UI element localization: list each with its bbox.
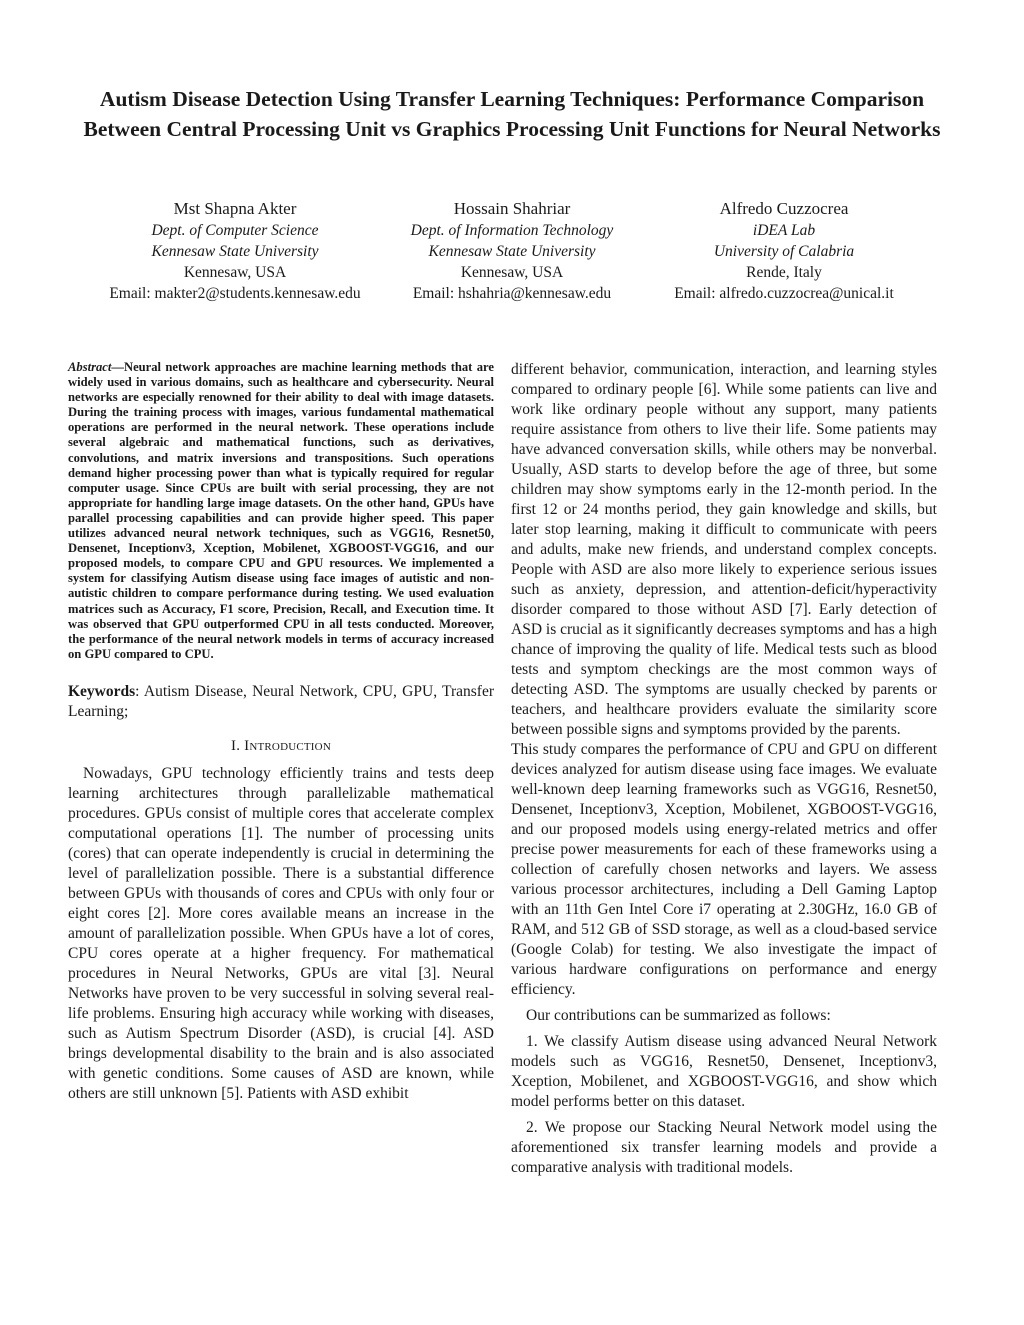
author-email: Email: makter2@students.kennesaw.edu bbox=[109, 285, 361, 302]
contribution-item: 2. We propose our Stacking Neural Network model using the aforementioned six transfer learning models and provide a comparative analysis with traditional models. bbox=[511, 1119, 937, 1176]
author-university: Kennesaw State University bbox=[428, 243, 596, 260]
section-number: I. bbox=[231, 737, 241, 754]
keywords-label: Keywords bbox=[68, 682, 136, 700]
right-column bbox=[511, 360, 937, 1178]
author-location: Kennesaw, USA bbox=[183, 264, 287, 281]
abstract-label: Abstract bbox=[68, 360, 112, 374]
author-email: Email: hshahria@kennesaw.edu bbox=[412, 285, 612, 302]
paper-title: Autism Disease Detection Using Transfer Learning Techniques: Performance Comparison Between Central Processing Unit vs Graphics Processing Unit Functions for Neural Networks bbox=[83, 87, 941, 141]
author-name: Alfredo Cuzzocrea bbox=[719, 199, 849, 218]
author-block bbox=[624, 197, 944, 304]
contribution-item: 1. We classify Autism disease using advanced Neural Network models such as VGG16, Resnet50, Densenet, Inceptionv3, Xception, Mobilenet, and XGBOOST-VGG16, and show which model performs better on this dataset. bbox=[511, 1033, 937, 1110]
introduction-paragraph-continued: different behavior, communication, interaction, and learning styles compared to ordinary people [6]. While some patients can live and work like ordinary people without any support, many patients require assistance from others to live their life. Some patients may have advanced conversation skills, while others may be nonverbal. Usually, ASD starts to develop before the age of three, but some children may show symptoms early in the 12-month period. In the first 12 or 24 months period, they gain knowledge and skills, but later stop learning, making it difficult to communicate with peers and adults, make new friends, and understand complex concepts. People with ASD are also more likely to experience serious issues such as anxiety, depression, and attention-deficit/hyperactivity disorder compared to those without ASD [7]. Early detection of ASD is crucial as it significantly decreases symptoms and has a high chance of improving the quality of life. Medical tests such as blood tests and symptom checkings are the most common ways of detecting ASD. The symptoms are usually checked by parents or teachers, and healthcare providers evaluate the similarity score between possible signs and symptoms provided by the parents. bbox=[511, 361, 937, 738]
introduction-paragraph: Nowadays, GPU technology efficiently trains and tests deep learning architectures through parallelizable mathematical procedures. GPUs consist of multiple cores that accelerate complex computational operations [1]. The number of processing units (cores) that can operate independently is crucial in determining the level of parallelization possible. There is a substantial difference between GPUs with thousands of cores and CPUs with only four or eight cores [2]. More cores available means an increase in the amount of parallelization possible. When GPUs have a lot of cores, CPU cores operate at a higher frequency. For mathematical procedures in Neural Networks, GPUs are vital [3]. Neural Networks have proven to be very successful in solving several real-life problems. Ensuring high accuracy while working with diseases, such as Autism Spectrum Disorder (ASD), is crucial [4]. ASD brings developmental disability to the brain and is also associated with genetic conditions. Some causes of ASD are known, while others are still unknown [5]. Patients with ASD exhibit bbox=[68, 764, 494, 1102]
left-column bbox=[68, 360, 494, 1104]
author-name: Hossain Shahriar bbox=[453, 199, 571, 218]
author-email: Email: alfredo.cuzzocrea@unical.it bbox=[674, 285, 894, 302]
author-department: iDEA Lab bbox=[752, 222, 816, 239]
author-department: Dept. of Computer Science bbox=[151, 222, 319, 239]
author-department: Dept. of Information Technology bbox=[410, 222, 614, 239]
abstract-text: —Neural network approaches are machine learning methods that are widely used in various domains, such as healthcare and cybersecurity. Neural networks are especially renowned for their ability to deal with image datasets. During the training process with images, various fundamental mathematical operations are performed in the neural network. These operations include several algebraic and mathematical functions, such as derivatives, convolutions, and matrix inversions and transpositions. Such operations demand higher processing power than what is typically required for regular computer usage. Since CPUs are built with serial processing, they are not appropriate for handling large image datasets. On the other hand, GPUs have parallel processing capabilities and can provide higher speed. This paper utilizes advanced neural network techniques, such as VGG16, Resnet50, Densenet, Inceptionv3, Xception, Mobilenet, XGBOOST-VGG16, and our proposed models, to compare CPU and GPU resources. We implemented a system for classifying Autism disease using face images of autistic and non-autistic children to compare performance during testing. We used evaluation matrices such as Accuracy, F1 score, Precision, Recall, and Execution time. It was observed that GPU outperformed CPU in all tests conducted. Moreover, the performance of the neural network models in terms of accuracy increased on GPU compared to CPU. bbox=[68, 360, 494, 661]
abstract bbox=[68, 360, 494, 662]
author-university: Kennesaw State University bbox=[151, 243, 319, 260]
contributions-intro: Our contributions can be summarized as follows: bbox=[526, 1007, 831, 1024]
author-name: Mst Shapna Akter bbox=[173, 199, 297, 218]
section-title: Introduction bbox=[244, 737, 331, 754]
section-heading bbox=[68, 736, 494, 756]
author-university: University of Calabria bbox=[713, 243, 855, 260]
keywords bbox=[68, 682, 494, 722]
author-location: Rende, Italy bbox=[746, 264, 822, 281]
author-location: Kennesaw, USA bbox=[460, 264, 564, 281]
keywords-text: : Autism Disease, Neural Network, CPU, GPU, Transfer Learning; bbox=[68, 682, 494, 720]
study-paragraph: This study compares the performance of CPU and GPU on different devices analyzed for autism disease using face images. We evaluate well-known deep learning frameworks such as VGG16, Resnet50, Densenet, Inceptionv3, Xception, Mobilenet, XGBOOST-VGG16, and our proposed models using energy-related metrics and offer precise power measurements for each of these frameworks using a collection of carefully chosen networks and layers. We assess various processor architectures, including a Dell Gaming Laptop with an 11th Gen Intel Core i7 operating at 2.30GHz, 16.0 GB of RAM, and 512 GB of SSD storage, as well as a cloud-based service (Google Colab) for testing. We also investigate the impact of various hardware configurations on performance and energy efficiency. bbox=[511, 741, 937, 998]
author-block bbox=[75, 197, 395, 304]
